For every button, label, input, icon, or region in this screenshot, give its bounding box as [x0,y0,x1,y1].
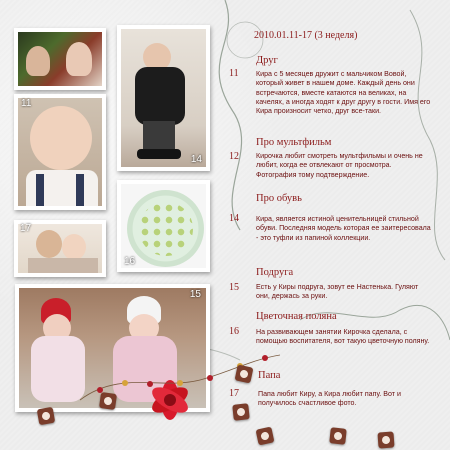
photo-christmas-tree [14,28,106,90]
photo-number-label: 16 [124,256,136,267]
section-number-shoes: 14 [229,213,239,224]
photo-number-label: 11 [21,98,32,109]
charm-decoration [99,392,117,410]
section-title-girlfriend: Подруга [256,267,294,278]
charm-decoration [256,427,275,446]
section-text-cartoon: Кирочка любит смотреть мультфильмы и очень не любит, когда ее отвлекают от просмотра. Фотография тому подтверждение. [256,152,423,179]
charm-decoration [235,365,254,384]
section-text-shoes: Кира, является истиной ценительницей стильной обуви. Последняя модель которая ее заитересовала - это туфли из папиной коллекции. [256,215,431,242]
photo-baby-portrait [14,94,106,210]
section-number-flower-meadow: 16 [229,326,239,337]
charm-decoration [329,427,347,445]
section-text-friend: Кира с 5 месяцев дружит с мальчиком Вовой, который живет в нашем доме. Каждый день они встречаются, вместе катаются на великах, на качелях, а иногда ходят к друг другу в гости. Имя его Кира произносит четко, друг все-таки. [256,70,431,116]
section-title-dad: Папа [258,370,281,381]
section-title-friend: Друг [256,55,278,66]
section-number-friend: 11 [229,68,239,79]
charm-decoration [232,403,250,421]
section-title-cartoon: Про мультфильм [256,137,332,148]
photo-dad-daughter [14,220,106,277]
section-text-girlfriend: Есть у Киры подруга, зовут ее Настенька. Гуляют они, держась за руки. [256,283,419,301]
page-title: 2010.01.11-17 (3 неделя) [254,30,358,41]
photo-black-coat [117,25,210,171]
section-title-shoes: Про обувь [256,193,302,204]
charm-decoration [377,431,394,448]
photo-number-label: 14 [190,154,202,165]
section-text-dad: Папа любит Киру, а Кира любит папу. Вот и получилось счастливое фото. [258,390,401,408]
section-number-dad: 17 [229,388,239,399]
section-number-cartoon: 12 [229,151,239,162]
charm-decoration [37,407,56,426]
photo-number-label: 17 [20,223,32,234]
section-number-girlfriend: 15 [229,282,239,293]
section-title-flower-meadow: Цветочная поляна [256,311,337,322]
photo-number-label: 15 [189,289,201,300]
photo-flower-plate [117,180,210,272]
section-text-flower-meadow: На развивающем занятии Кирочка сделала, с помощью воспитателя, вот такую цветочную поляну. [256,328,430,346]
